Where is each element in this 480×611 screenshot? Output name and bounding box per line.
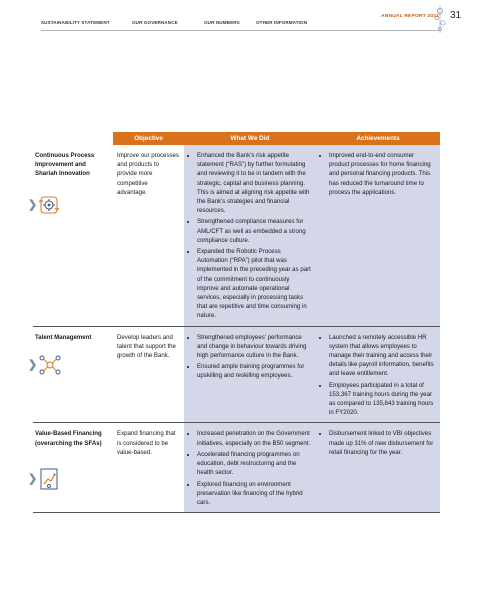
chevron-right-icon: ❯ <box>28 358 38 371</box>
list-item: • Disbursement linked to VBI objectives made up 31% of new disbursement for retail financing for the year. <box>329 429 435 457</box>
focus-area-label: Continuous Process Improvement and Shariah Innovation <box>35 152 95 178</box>
list-item: • Increased penetration on the Government initiatives, especially on the B50 segment. <box>197 429 311 447</box>
table-row <box>33 326 440 423</box>
chevron-right-icon: ❯ <box>28 473 38 486</box>
nav-sustainability-statement[interactable]: SUSTAINABILITY STATEMENT <box>41 20 110 25</box>
column-header-blank <box>33 132 113 145</box>
achievements-cell <box>316 326 440 423</box>
table-header-row <box>33 132 440 145</box>
financing-growth-icon <box>28 465 64 495</box>
header-divider <box>41 30 441 31</box>
what-we-did-cell <box>184 423 316 513</box>
page-number: 31 <box>450 10 462 21</box>
table-row <box>33 423 440 513</box>
nav-other-information[interactable]: OTHER INFORMATION <box>256 20 308 25</box>
nav-our-governance[interactable]: OUR GOVERNANCE <box>132 20 178 25</box>
list-item: • Employees participated in a total of 153,367 training hours during the year as compared to 135,843 training hours in FY2020. <box>329 381 435 418</box>
report-title: ANNUAL REPORT 2021 <box>381 14 440 19</box>
achievements-list <box>320 151 435 197</box>
focus-area-cell <box>28 423 113 513</box>
column-header-achievements: Achievements <box>316 132 440 145</box>
achievements-list <box>320 333 435 418</box>
list-item: • Expanded the Robotic Process Automation (“RPA”) pilot that was implemented in the preceding year as part of the commitment to continuously improve and automate operational services, especially in processing tasks that are repetitive and time consuming in nature. <box>197 247 311 321</box>
focus-area-label: Value-Based Financing (overarching the SFAs) <box>35 430 102 447</box>
focus-area-cell <box>28 326 113 423</box>
list-item: • Launched a remotely accessible HR system that allows employees to manage their training and access their details like payroll information, benefits and leave entitlement. <box>329 333 435 379</box>
list-item: • Explored financing on environment preservation like financing of the hybrid cars. <box>197 480 311 508</box>
what-we-did-cell <box>184 326 316 423</box>
strategy-table <box>28 132 440 513</box>
column-header-what-we-did: What We Did <box>184 132 316 145</box>
focus-area-cell <box>28 145 113 326</box>
what-we-did-cell <box>184 145 316 326</box>
objective-cell: Improve our processes and products to provide more competitive advantage. <box>113 145 184 326</box>
achievements-cell <box>316 145 440 326</box>
list-item: • Strengthened compliance measures for AML/CFT as well as embedded a strong compliance culture. <box>197 217 311 245</box>
nav-our-numbers[interactable]: OUR NUMBERS <box>204 20 240 25</box>
achievements-cell <box>316 423 440 513</box>
list-item: • Improved end-to-end consumer product processes for home financing and personal financing products. This has reduced the turnaround time to process the applications. <box>329 151 435 197</box>
list-item: • Accelerated financing programmes on education, debt restructuring and the health sector. <box>197 450 311 478</box>
list-item: • Strengthened employees’ performance and change in behaviour towards driving high performance culture in the Bank. <box>197 333 311 361</box>
column-header-objective: Objective <box>113 132 184 145</box>
what-we-did-list <box>188 333 311 381</box>
process-gear-icon <box>28 191 64 221</box>
decorative-circles-icon <box>433 5 447 33</box>
list-item: • Enhanced the Bank’s risk appetite statement (“RAS”) by further formulating and reviewing it to be in tandem with the strategic, capital and business planning. This is aimed at aligning risk appetite with the Bank’s strategies and financial resources. <box>197 151 311 215</box>
objective-cell: Develop leaders and talent that support the growth of the Bank. <box>113 326 184 423</box>
chevron-right-icon: ❯ <box>28 199 38 211</box>
table-row <box>33 145 440 326</box>
what-we-did-list <box>188 429 311 507</box>
objective-cell: Expand financing that is considered to be value-based. <box>113 423 184 513</box>
talent-network-icon <box>28 351 64 381</box>
list-item: • Ensured ample training programmes for upskilling and reskilling employees. <box>197 362 311 380</box>
focus-area-label: Talent Management <box>35 333 92 341</box>
achievements-list <box>320 429 435 457</box>
what-we-did-list <box>188 151 311 321</box>
